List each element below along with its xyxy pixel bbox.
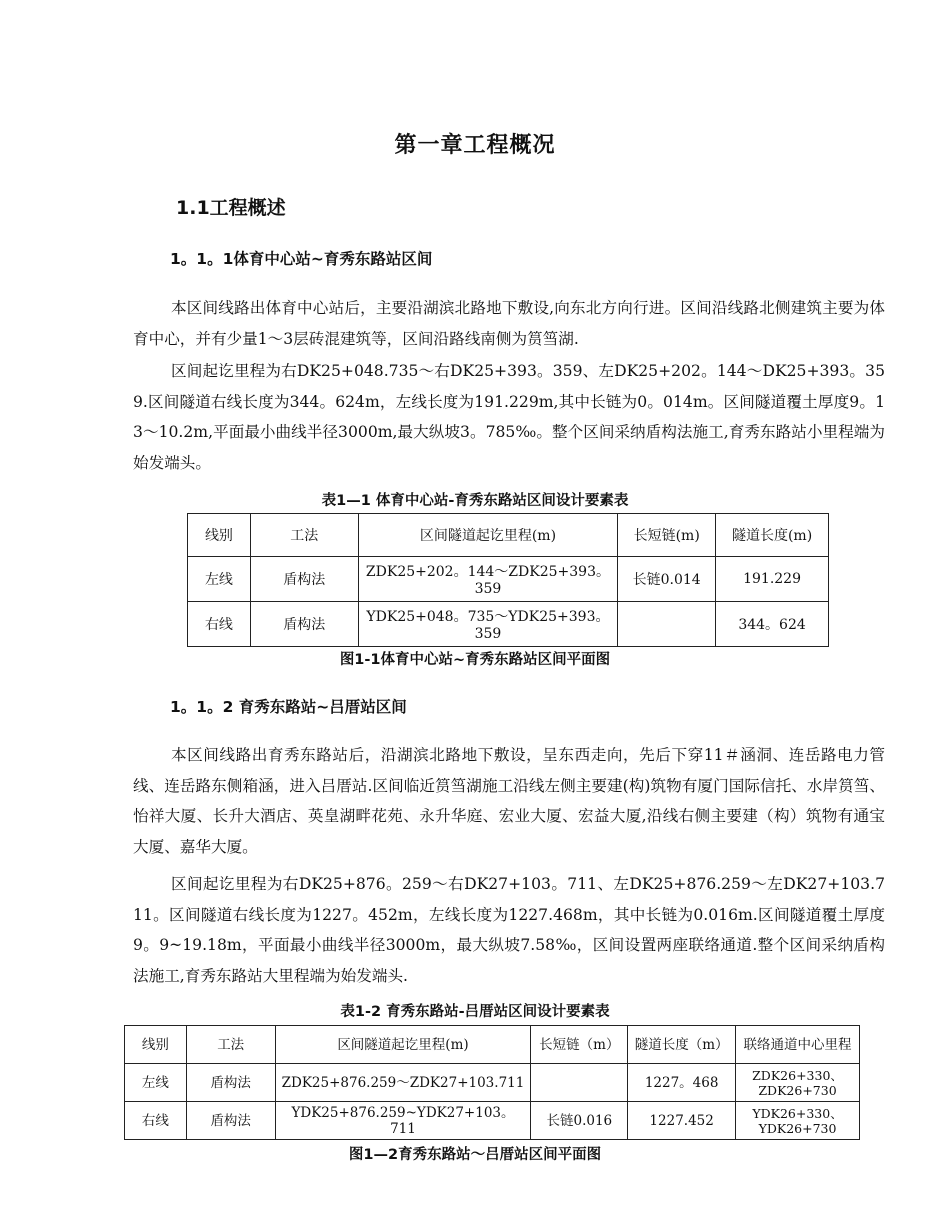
- table-row: [125, 1064, 860, 1102]
- paragraph: 本区间线路出体育中心站后，主要沿湖滨北路地下敷设,向东北方向行进。区间沿线路北侧建筑主要为体育中心，并有少量1～3层砖混建筑等，区间沿路线南侧为筼筜湖.: [133, 299, 885, 348]
- table-cell: YDK26+330、YDK26+730: [736, 1102, 860, 1140]
- table-row: [188, 557, 829, 602]
- subsection-heading-2: 1。1。2 育秀东路站~吕厝站区间: [170, 698, 407, 716]
- table-header-cell: 长短链(m): [618, 514, 716, 557]
- table-cell: [531, 1064, 628, 1102]
- table-caption: 表1—1 体育中心站-育秀东路站区间设计要素表: [321, 493, 629, 509]
- table-cell: 344。624: [716, 602, 829, 647]
- table-header-cell: 区间隧道起讫里程(m): [358, 514, 618, 557]
- table-header-cell: 区间隧道起讫里程(m): [275, 1026, 531, 1064]
- figure-caption: 图1—2育秀东路站～吕厝站区间平面图: [348, 1147, 602, 1163]
- table-header-cell: 长短链（m）: [531, 1026, 628, 1064]
- table-cell: YDK25+876.259~YDK27+103。711: [275, 1102, 531, 1140]
- paragraph: 区间起讫里程为右DK25+048.735～右DK25+393。359、左DK25+202。144～DK25+393。359.区间隧道右线长度为344。624m，左线长度为191.229m,其中长链为0。014m。区间隧道覆土厚度9。13～10.2m,平面最小曲线半径3000m,最大纵坡3。785‰。整个区间采纳盾构法施工,育秀东路站小里程端为始发端头。: [133, 362, 885, 472]
- table-cell: 1227。468: [628, 1064, 736, 1102]
- table-header-cell: 工法: [186, 1026, 275, 1064]
- design-table-2: [124, 1025, 860, 1140]
- table-cell: ZDK25+876.259～ZDK27+103.711: [275, 1064, 531, 1102]
- table-caption: 表1-2 育秀东路站-吕厝站区间设计要素表: [340, 1004, 610, 1020]
- table-header-cell: 联络通道中心里程: [736, 1026, 860, 1064]
- table-row: [125, 1102, 860, 1140]
- table-cell: ZDK26+330、ZDK26+730: [736, 1064, 860, 1102]
- table-cell: [618, 602, 716, 647]
- table-cell: 盾构法: [250, 557, 358, 602]
- table-cell: YDK25+048。735～YDK25+393。359: [358, 602, 618, 647]
- table-cell: 盾构法: [250, 602, 358, 647]
- table-header-cell: 隧道长度(m): [716, 514, 829, 557]
- table-cell: 右线: [125, 1102, 187, 1140]
- table-header-cell: 线别: [125, 1026, 187, 1064]
- subsection-heading-1: 1。1。1体育中心站~育秀东路站区间: [170, 250, 433, 268]
- table-cell: 1227.452: [628, 1102, 736, 1140]
- table-header-cell: 线别: [188, 514, 251, 557]
- table-header-cell: 隧道长度（m）: [628, 1026, 736, 1064]
- table-cell: 左线: [125, 1064, 187, 1102]
- figure-caption: 图1-1体育中心站~育秀东路站区间平面图: [339, 652, 611, 668]
- table-cell: 右线: [188, 602, 251, 647]
- table-cell: 盾构法: [186, 1064, 275, 1102]
- table-cell: 盾构法: [186, 1102, 275, 1140]
- section-heading: 1.1工程概述: [176, 197, 286, 219]
- table-cell: 左线: [188, 557, 251, 602]
- design-table-1: [187, 513, 829, 647]
- table-row: [188, 602, 829, 647]
- paragraph: 区间起讫里程为右DK25+876。259～右DK27+103。711、左DK25+876.259～左DK27+103.711。区间隧道右线长度为1227。452m，左线长度为1227.468m，其中长链为0.016m.区间隧道覆土厚度9。9~19.18m，平面最小曲线半径3000m，最大纵坡7.58‰，区间设置两座联络通道.整个区间采纳盾构法施工,育秀东路站大里程端为始发端头.: [133, 875, 885, 985]
- table-cell: 长链0.016: [531, 1102, 628, 1140]
- table-cell: 191.229: [716, 557, 829, 602]
- table-header-row: [188, 514, 829, 557]
- table-cell: ZDK25+202。144～ZDK25+393。359: [358, 557, 618, 602]
- table-header-row: [125, 1026, 860, 1064]
- paragraph: 本区间线路出育秀东路站后，沿湖滨北路地下敷设，呈东西走向，先后下穿11＃涵洞、连岳路电力管线、连岳路东侧箱涵，进入吕厝站.区间临近筼筜湖施工沿线左侧主要建(构)筑物有厦门国际信托、水岸筼筜、怡祥大厦、长升大酒店、英皇湖畔花苑、永升华庭、宏业大厦、宏益大厦,沿线右侧主要建（构）筑物有通宝大厦、嘉华大厦。: [133, 746, 885, 856]
- table-cell: 长链0.014: [618, 557, 716, 602]
- table-header-cell: 工法: [250, 514, 358, 557]
- chapter-title: 第一章工程概况: [394, 133, 556, 158]
